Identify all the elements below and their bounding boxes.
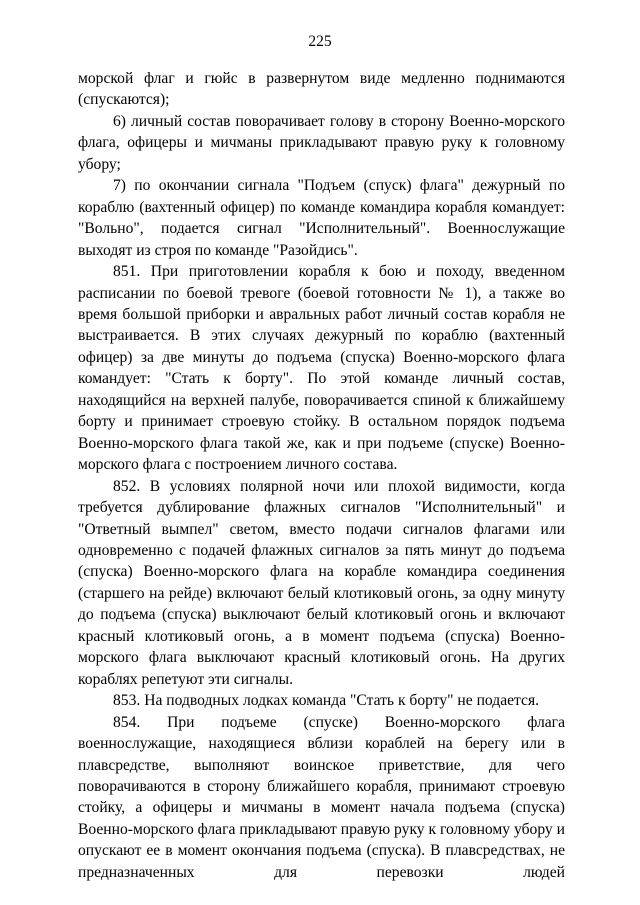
paragraph-item-6: 6) личный состав поворачивает голову в сторону Военно-морского флага, офицеры и мичманы прикладывают правую руку к головному убору; xyxy=(78,112,565,173)
paragraph-item-7: 7) по окончании сигнала "Подъем (спуск) флага" дежурный по кораблю (вахтенный офицер) по команде командира корабля командует: "Вольно", подается сигнал "Исполнительный". Военнослужащие выходят из строя по команде "Разойдись". xyxy=(78,177,565,259)
document-body xyxy=(78,68,565,883)
page-number: 225 xyxy=(308,33,332,50)
paragraph-852: 852. В условиях полярной ночи или плохой видимости, когда требуется дублирование флажных сигналов "Исполнительный" и "Ответный вымпел" светом, вместо подачи сигналов флагами или одновременно с подачей флажных сигналов за пять минут до подъема (спуска) Военно-морского флага на корабле командира соединения (старшего на рейде) включают белый клотиковый огонь, за одну минуту до подъема (спуска) выключают белый клотиковый огонь и включают красный клотиковый огонь, а в момент подъема (спуска) Военно-морского флага выключают красный клотиковый огонь. На других кораблях репетуют эти сигналы. xyxy=(78,477,565,688)
paragraph-continuation: морской флаг и гюйс в развернутом виде медленно поднимаются (спускаются); xyxy=(78,70,565,109)
paragraph-853: 853. На подводных лодках команда "Стать к борту" не подается. xyxy=(113,692,540,710)
paragraph-851: 851. При приготовлении корабля к бою и походу, введенном расписании по боевой тревоге (боевой готовности № 1), а также во время большой приборки и авральных работ личный состав корабля не выстраивается. В этих случаях дежурный по кораблю (вахтенный офицер) за две минуты до подъема (спуска) Военно-морского флага командует: "Стать к борту". По этой команде личный состав, находящийся на верхней палубе, поворачивается спиной к ближайшему борту и принимает строевую стойку. В остальном порядок подъема Военно-морского флага такой же, как и при подъеме (спуске) Военно-морского флага с построением личного состава. xyxy=(78,263,565,474)
paragraph-854: 854. При подъеме (спуске) Военно-морского флага военнослужащие, находящиеся вблизи кораблей на берегу или в плавсредстве, выполняют воинское приветствие, для чего поворачиваются в сторону ближайшего корабля, принимают строевую стойку, а офицеры и мичманы в момент начала подъема (спуска) Военно-морского флага прикладывают правую руку к головному убору и опускают ее в момент окончания подъема (спуска). В плавсредствах, не предназначенных для перевозки людей xyxy=(78,713,565,881)
